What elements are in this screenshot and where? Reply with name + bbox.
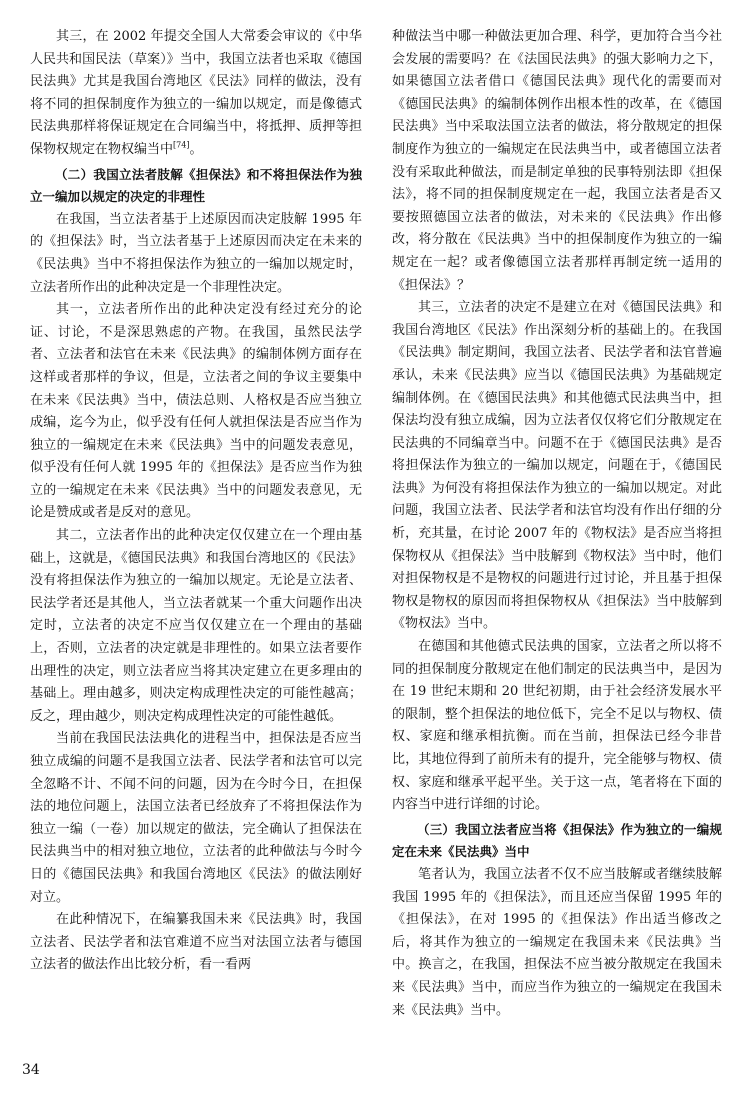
- paragraph: 其一，立法者所作出的此种决定没有经过充分的论证、讨论，不是深思熟虑的产物。在我国，虽然民法学者、立法者和法官在未来《民法典》的编制体例方面存在这样或者那样的争议，但是，立法者之间的争议主要集中在未来《民法典》当中，债法总则、人格权是否应当独立成编，迄今为止，似乎没有任何人就担保法是否应当作为独立的一编规定在未来《民法典》当中的问题发表意见，似乎没有任何人就 1995 年的《担保法》是否应当作为独立的一编规定在未来《民法典》当中的问题发表意见，无论是赞成或者是反对的意见。: [30, 302, 362, 521]
- paragraph: 笔者认为，我国立法者不仅不应当肢解或者继续肢解我国 1995 年的《担保法》，而且还应当保留 1995 年的《担保法》，在对 1995 的《担保法》作出适当修改之后，将其作为独立的一编规定在我国未来《民法典》当中。换言之，在我国，担保法不应当被分散规定在我国未来《民法典》当中，而应当作为独立的一编规定在我国未来《民法典》当中。: [392, 866, 722, 1018]
- paragraph: 其三，立法者的决定不是建立在对《德国民法典》和我国台湾地区《民法》作出深刻分析的基础上的。在我国《民法典》制定期间，我国立法者、民法学者和法官普遍承认，未来《民法典》应当以《德国民法典》为基础规定编制体例。在《德国民法典》和其他德式民法典当中，担保法均没有独立成编，因为立法者仅仅将它们分散规定在民法典的不同编章当中。问题不在于《德国民法典》是否将担保法作为独立的一编加以规定，问题在于，《德国民法典》为何没有将担保法作为独立的一编加以规定。对此问题，我国立法者、民法学者和法官均没有作出仔细的分析，充其量，在讨论 2007 年的《物权法》是否应当将担保物权从《担保法》当中肢解到《物权法》当中时，他们对担保物权是不是物权的问题进行过讨论，并且基于担保物权是物权的原因而将担保物权从《担保法》当中肢解到《物权法》当中。: [392, 300, 722, 632]
- section-heading: （三）我国立法者应当将《担保法》作为独立的一编规定在未来《民法典》当中: [392, 821, 722, 860]
- page-number: 34: [22, 1062, 40, 1078]
- paragraph: 当前在我国民法法典化的进程当中，担保法是否应当独立成编的问题不是我国立法者、民法学者和法官可以完全忽略不计、不闻不问的问题，因为在今时今日，在担保法的地位问题上，法国立法者已经放弃了不将担保法作为独立一编（一卷）加以规定的做法，完全确认了担保法在民法典当中的相对独立地位，立法者的此种做法与今时今日的《德国民法典》和我国台湾地区《民法》的做法刚好对立。: [30, 731, 362, 905]
- footnote-marker[interactable]: [74]: [173, 140, 190, 150]
- paragraph-continued: 种做法当中哪一种做法更加合理、科学，更加符合当今社会发展的需要吗？在《法国民法典》的强大影响力之下，如果德国立法者借口《德国民法典》现代化的需要而对《德国民法典》的编制体例作出根本性的改革，在《德国民法典》当中采取法国立法者的做法，将分散规定的担保制度作为独立的一编规定在民法典当中，或者德国立法者没有采取此种做法，而是制定单独的民事特别法即《担保法》，将不同的担保制度规定在一起，我国立法者是否又要按照德国立法者的做法，对未来的《民法典》作出修改，将分散在《民法典》当中的担保制度作为独立的一编规定在一起？或者像德国立法者那样再制定统一适用的《担保法》？: [392, 29, 722, 293]
- paragraph: 其三，在 2002 年提交全国人大常委会审议的《中华人民共和国民法（草案）》当中，我国立法者也采取《德国民法典》尤其是我国台湾地区《民法》同样的做法，没有将不同的担保制度作为独立的一编加以规定，而是像德式民法典那样将保证规定在合同编当中，将抵押、质押等担保物权规定在物权编当中[74]。: [30, 29, 362, 157]
- paragraph: 在德国和其他德式民法典的国家，立法者之所以将不同的担保制度分散规定在他们制定的民法典当中，是因为在 19 世纪末期和 20 世纪初期，由于社会经济发展水平的限制，整个担保法的地位低下，完全不足以与物权、债权、家庭和继承相抗衡。而在当前，担保法已经今非昔比，其地位得到了前所未有的提升，完全能够与物权、债权、家庭和继承平起平坐。关于这一点，笔者将在下面的内容当中进行详细的讨论。: [392, 639, 722, 813]
- left-column: [30, 26, 362, 977]
- section-heading: （二）我国立法者肢解《担保法》和不将担保法作为独立一编加以规定的决定的非理性: [30, 166, 362, 205]
- paragraph: 在我国，当立法者基于上述原因而决定肢解 1995 年的《担保法》时，当立法者基于上述原因而决定在未来的《民法典》当中不将担保法作为独立的一编加以规定时，立法者所作出的此种决定是一个非理性决定。: [30, 211, 362, 295]
- right-column: [392, 26, 722, 1022]
- paragraph: 其二，立法者作出的此种决定仅仅建立在一个理由基础上，这就是，《德国民法典》和我国台湾地区的《民法》没有将担保法作为独立的一编加以规定。无论是立法者、民法学者还是其他人，当立法者就某一个重大问题作出决定时，立法者的决定不应当仅仅建立在一个理由的基础上，否则，立法者的决定就是非理性的。如果立法者要作出理性的决定，则立法者应当将其决定建立在更多理由的基础上。理由越多，则决定构成理性决定的可能性越高；反之，理由越少，则决定构成理性决定的可能性越低。: [30, 528, 362, 724]
- paragraph: 在此种情况下，在编纂我国未来《民法典》时，我国立法者、民法学者和法官难道不应当对法国立法者与德国立法者的做法作出比较分析，看一看两: [30, 912, 362, 973]
